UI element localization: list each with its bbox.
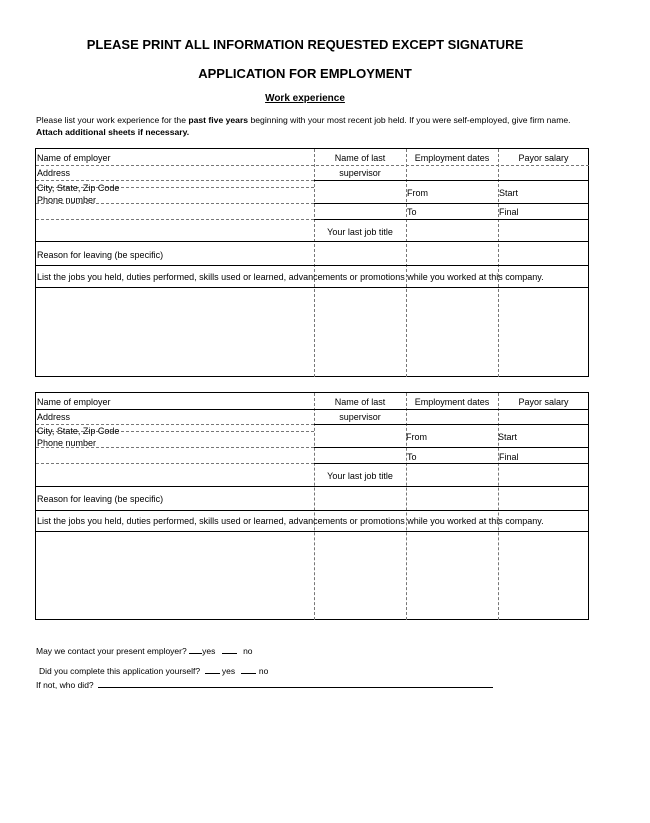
section-title: Work experience [265, 93, 345, 104]
label-final: Final [499, 207, 519, 217]
divider [314, 424, 589, 425]
intro-bold-1: past five years [188, 115, 249, 125]
form-instruction: PLEASE PRINT ALL INFORMATION REQUESTED EXCEPT SIGNATURE [86, 37, 524, 52]
label-employment-dates: Employment dates [414, 153, 490, 163]
self-no-blank[interactable] [241, 665, 256, 674]
label-name-of-employer: Name of employer [37, 153, 111, 163]
label-start: Start [499, 188, 519, 198]
label-final: Final [499, 452, 519, 462]
divider [36, 463, 314, 464]
label-phone: Phone number [37, 195, 97, 205]
label-to: To [407, 207, 417, 217]
divider [36, 287, 589, 288]
divider [498, 149, 499, 377]
label-reason: Reason for leaving (be specific) [37, 494, 164, 504]
intro-paragraph [36, 114, 596, 138]
label-name-of-last: Name of last [334, 397, 386, 407]
self-yes-blank[interactable] [205, 665, 220, 674]
employer-block-2 [35, 392, 589, 620]
question-self-text: Did you complete this application yourself? [39, 666, 201, 676]
divider [36, 241, 589, 242]
label-from: From [407, 188, 428, 198]
label-payor-salary: Payor salary [518, 153, 569, 163]
divider [36, 424, 314, 425]
contact-no-label: no [243, 646, 253, 656]
divider [36, 531, 589, 532]
divider [36, 165, 589, 166]
divider [314, 203, 589, 204]
label-payor-salary: Payor salary [518, 397, 569, 407]
label-supervisor: supervisor [339, 168, 381, 178]
self-yes-label: yes [221, 666, 236, 676]
label-from: From [406, 432, 427, 442]
divider [36, 219, 314, 220]
divider [36, 486, 589, 487]
label-job-title: Your last job title [327, 471, 393, 481]
label-address: Address [37, 168, 71, 178]
label-start: Start [498, 432, 518, 442]
label-duties: List the jobs you held, duties performed, skills used or learned, advancements or promotions while you worked at this company. [37, 272, 544, 282]
label-name-of-last: Name of last [334, 153, 386, 163]
question-contact-text: May we contact your present employer? [36, 646, 187, 656]
divider [36, 180, 314, 181]
label-supervisor: supervisor [339, 412, 381, 422]
contact-yes-label: yes [202, 646, 216, 656]
label-phone: Phone number [37, 438, 97, 448]
question-contact-employer [36, 645, 253, 656]
label-duties: List the jobs you held, duties performed, skills used or learned, advancements or promotions while you worked at this company. [37, 516, 544, 526]
divider [314, 219, 589, 220]
form-title: APPLICATION FOR EMPLOYMENT [198, 66, 412, 81]
label-name-of-employer: Name of employer [37, 397, 111, 407]
label-reason: Reason for leaving (be specific) [37, 250, 164, 260]
self-no-label: no [258, 666, 269, 676]
divider [36, 409, 589, 410]
label-to: To [407, 452, 417, 462]
label-address: Address [37, 412, 71, 422]
divider [314, 463, 589, 464]
divider [36, 510, 589, 511]
divider [314, 393, 315, 620]
label-city-state-zip: City, State, Zip Code [37, 426, 120, 436]
contact-yes-blank[interactable] [189, 645, 202, 654]
divider [406, 149, 407, 377]
label-job-title: Your last job title [327, 227, 393, 237]
question-who-did [36, 679, 493, 690]
label-city-state-zip: City, State, Zip Code [37, 183, 120, 193]
divider [36, 265, 589, 266]
divider [314, 180, 589, 181]
question-who-text: If not, who did? [36, 680, 94, 690]
divider [314, 149, 315, 377]
employer-block-1 [35, 148, 589, 377]
question-self-complete [39, 665, 268, 676]
who-did-blank[interactable] [98, 679, 493, 688]
intro-bold-2: Attach additional sheets if necessary. [36, 127, 190, 137]
divider [406, 393, 407, 620]
contact-no-blank[interactable] [222, 645, 237, 654]
intro-text-2: beginning with your most recent job held. If you were self-employed, give firm name. [248, 115, 571, 125]
divider [498, 393, 499, 620]
intro-text-1: Please list your work experience for the [36, 115, 189, 125]
label-employment-dates: Employment dates [414, 397, 490, 407]
divider [314, 447, 589, 448]
